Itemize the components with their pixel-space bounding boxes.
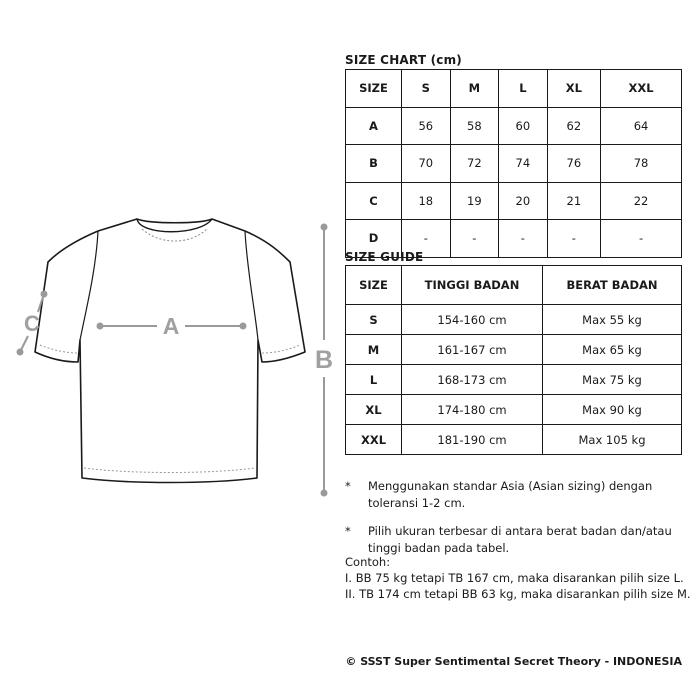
table-cell: 62	[547, 107, 600, 145]
table-cell: 161-167 cm	[402, 335, 543, 365]
table-row-label: M	[346, 335, 402, 365]
table-cell: 74	[499, 145, 548, 183]
table-row	[346, 182, 682, 220]
table-row-label: XL	[346, 395, 402, 425]
table-cell: 181-190 cm	[402, 425, 543, 455]
table-cell: 20	[499, 182, 548, 220]
table-row	[346, 305, 682, 335]
table-header-cell: SIZE	[346, 266, 402, 305]
table-row	[346, 145, 682, 183]
size-chart-title: SIZE CHART (cm)	[345, 53, 462, 67]
table-cell: 22	[601, 182, 682, 220]
table-row	[346, 425, 682, 455]
note-item	[345, 478, 690, 512]
table-cell: Max 65 kg	[543, 335, 682, 365]
table-cell: -	[450, 220, 499, 258]
table-cell: 154-160 cm	[402, 305, 543, 335]
table-cell: 58	[450, 107, 499, 145]
table-cell: 70	[402, 145, 451, 183]
table-header-cell: XL	[547, 70, 600, 108]
example-line-2: II. TB 174 cm tetapi BB 63 kg, maka disarankan pilih size M.	[345, 587, 691, 601]
table-row	[346, 335, 682, 365]
table-row-label: L	[346, 365, 402, 395]
example-heading: Contoh:	[345, 555, 391, 569]
table-cell: -	[547, 220, 600, 258]
table-row-label: D	[346, 220, 402, 258]
table-row	[346, 107, 682, 145]
table-row	[346, 395, 682, 425]
table-row-label: C	[346, 182, 402, 220]
table-cell: Max 75 kg	[543, 365, 682, 395]
size-guide-title: SIZE GUIDE	[345, 250, 424, 264]
table-row	[346, 365, 682, 395]
measure-c-label: C	[24, 311, 40, 336]
table-row-label: S	[346, 305, 402, 335]
table-cell: 56	[402, 107, 451, 145]
footer-copyright: © SSST Super Sentimental Secret Theory - INDONESIA	[345, 655, 682, 668]
table-cell: 72	[450, 145, 499, 183]
table-cell: 78	[601, 145, 682, 183]
table-cell: 60	[499, 107, 548, 145]
table-cell: 168-173 cm	[402, 365, 543, 395]
note-bullet: *	[345, 479, 351, 493]
table-cell: 64	[601, 107, 682, 145]
table-header-cell: L	[499, 70, 548, 108]
table-header-cell: SIZE	[346, 70, 402, 108]
table-cell: Max 55 kg	[543, 305, 682, 335]
table-header-row	[346, 266, 682, 305]
size-chart-table	[345, 69, 682, 258]
table-row-label: XXL	[346, 425, 402, 455]
measure-a-label: A	[162, 313, 180, 339]
table-cell: 174-180 cm	[402, 395, 543, 425]
size-guide-table	[345, 265, 682, 455]
table-row-label: A	[346, 107, 402, 145]
table-header-cell: BERAT BADAN	[543, 266, 682, 305]
note-item	[345, 523, 690, 557]
note-text: Pilih ukuran terbesar di antara berat badan dan/atau tinggi badan pada tabel.	[368, 524, 672, 555]
note-text: Menggunakan standar Asia (Asian sizing) dengan toleransi 1-2 cm.	[368, 479, 653, 510]
table-cell: Max 90 kg	[543, 395, 682, 425]
example-line-1: I. BB 75 kg tetapi TB 167 cm, maka disarankan pilih size L.	[345, 571, 684, 585]
table-cell: 21	[547, 182, 600, 220]
tshirt-diagram	[0, 0, 340, 520]
table-cell: 18	[402, 182, 451, 220]
table-cell: 76	[547, 145, 600, 183]
table-cell: Max 105 kg	[543, 425, 682, 455]
table-header-row	[346, 70, 682, 108]
table-cell: -	[402, 220, 451, 258]
tshirt-outline	[35, 219, 305, 483]
note-bullet: *	[345, 524, 351, 538]
table-cell: 19	[450, 182, 499, 220]
table-header-cell: M	[450, 70, 499, 108]
table-cell: -	[499, 220, 548, 258]
example-block	[345, 554, 691, 602]
table-row-label: B	[346, 145, 402, 183]
table-header-cell: S	[402, 70, 451, 108]
table-header-cell: TINGGI BADAN	[402, 266, 543, 305]
measure-b-label: B	[314, 346, 334, 374]
table-header-cell: XXL	[601, 70, 682, 108]
table-cell: -	[601, 220, 682, 258]
